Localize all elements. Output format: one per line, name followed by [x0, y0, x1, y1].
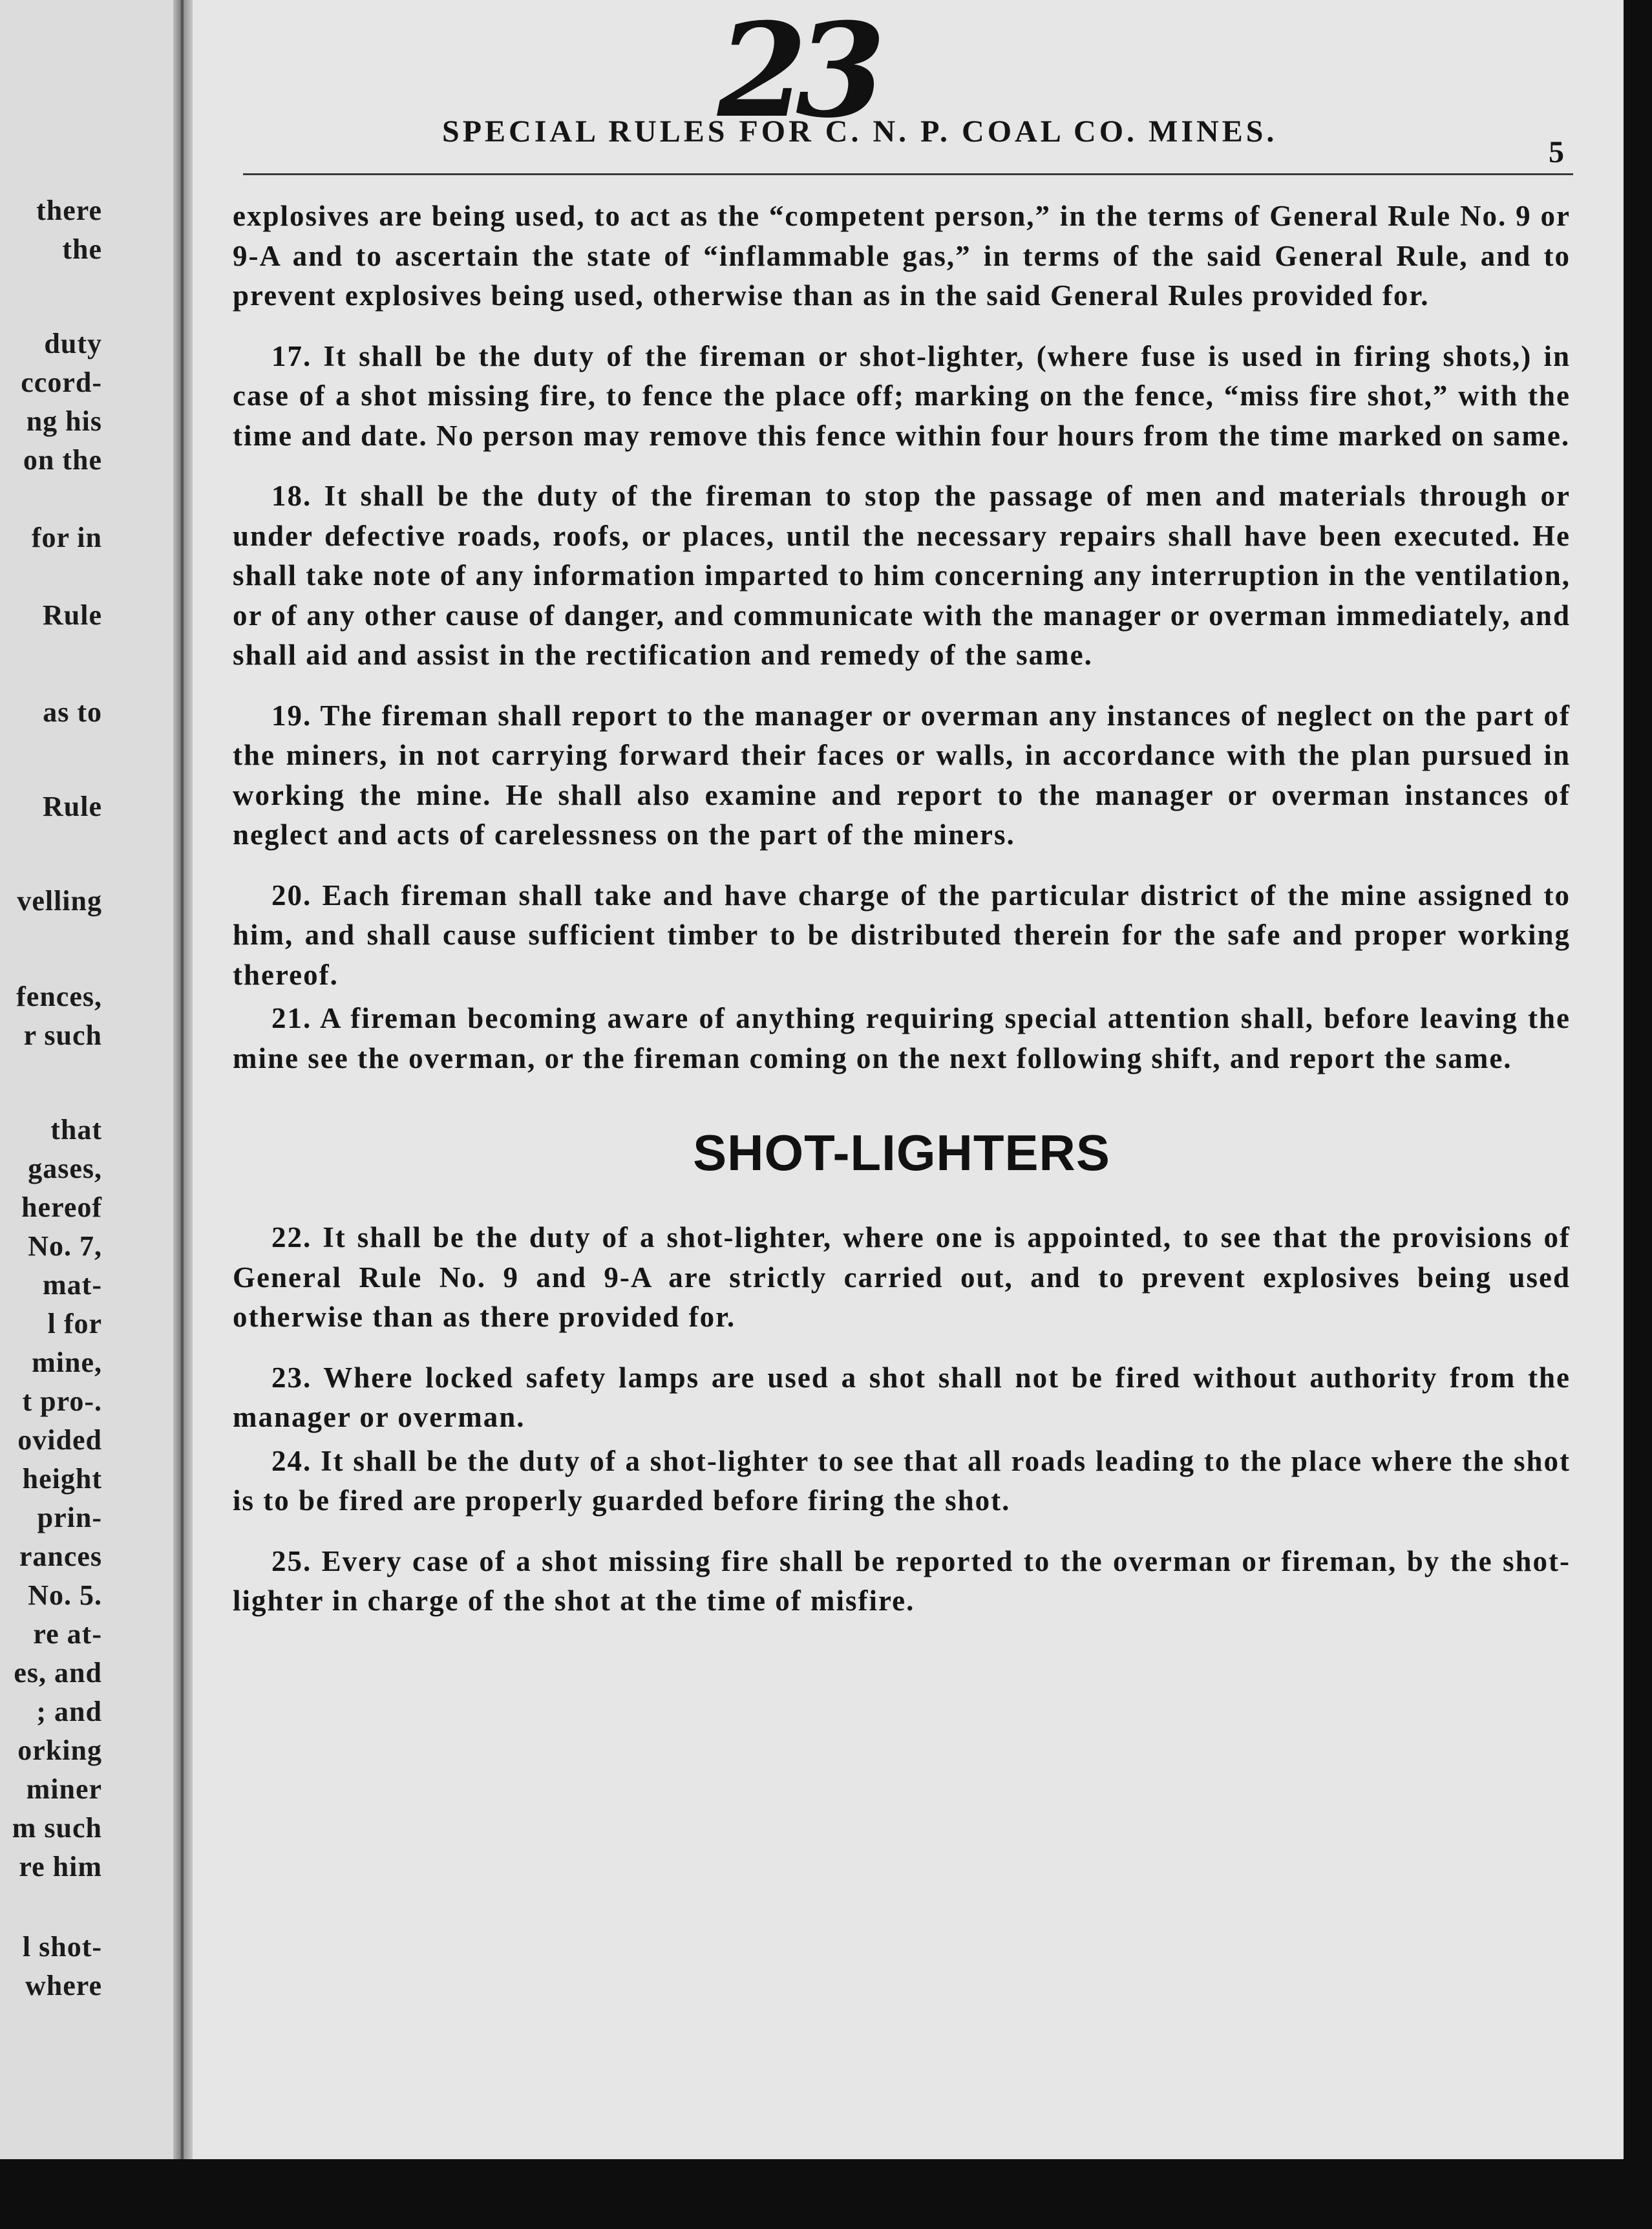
left-fragment: orking: [17, 1734, 102, 1766]
rule-23: 23. Where locked safety lamps are used a shot shall not be fired without authority from the manager or overman.: [233, 1361, 1571, 1433]
left-page: [0, 0, 173, 2229]
left-fragment: where: [25, 1970, 102, 2001]
left-fragment: es, and: [14, 1657, 102, 1689]
rule-17: 17. It shall be the duty of the fireman or shot-lighter, (where fuse is used in firing shots,) in case of a shot missing fire, to fence the place off; marking on the fence, “miss fire shot,” with the time and date. No person may remove this fence within four hours from the time marked on same.: [233, 339, 1571, 452]
left-fragment: mat-: [43, 1269, 102, 1301]
left-fragment: there: [36, 195, 102, 226]
left-fragment: as to: [43, 696, 102, 728]
left-fragment: mine,: [32, 1347, 102, 1378]
left-fragment: duty: [44, 328, 102, 359]
left-fragment: m such: [12, 1812, 102, 1844]
page-number: 5: [1549, 135, 1564, 169]
rule-19: 19. The fireman shall report to the manager or overman any instances of neglect on the part of the miners, in not carrying forward their faces or walls, in accordance with the plan pursued in working the mine. He shall also examine and report to the manager or overman instances of neglect and acts of carelessness on the part of the miners.: [233, 699, 1571, 851]
left-fragment: l shot-: [22, 1931, 102, 1963]
rule-22: 22. It shall be the duty of a shot-lighter, where one is appointed, to see that the provisions of General Rule No. 9 and 9-A are strictly carried out, and to prevent explosives being used otherwise than as there provided for.: [233, 1221, 1571, 1333]
gutter-shadow: [181, 0, 184, 2229]
left-fragment: hereof: [21, 1191, 102, 1223]
left-fragment: ; and: [36, 1696, 102, 1727]
left-fragment: ccord-: [21, 367, 102, 398]
rule-25: 25. Every case of a shot missing fire shall be reported to the overman or fireman, by the shot-lighter in charge of the shot at the time of misfire.: [233, 1544, 1571, 1617]
left-fragment: velling: [17, 885, 102, 917]
left-fragment: gases,: [28, 1153, 102, 1184]
left-fragment: on the: [23, 444, 102, 476]
left-fragment: prin-: [37, 1502, 102, 1533]
left-fragment: t pro-.: [22, 1385, 102, 1417]
running-header: SPECIAL RULES FOR C. N. P. COAL CO. MINES.: [442, 114, 1278, 149]
header-rule: [243, 173, 1573, 175]
left-fragment: No. 7,: [28, 1230, 102, 1262]
left-fragment: Rule: [43, 791, 102, 822]
left-fragment: ovided: [17, 1424, 102, 1456]
left-fragment: miner: [26, 1773, 102, 1805]
left-fragment: that: [50, 1114, 102, 1146]
left-fragment: Rule: [43, 599, 102, 631]
rule-21: 21. A fireman becoming aware of anything requiring special attention shall, before leaving the mine see the overman, or the fireman coming on the next following shift, and report the same.: [233, 1002, 1571, 1074]
left-fragment: r such: [23, 1019, 102, 1051]
left-fragment: No. 5.: [28, 1579, 102, 1611]
left-fragment: ng his: [26, 405, 102, 437]
scan-border-bottom: [0, 2159, 1652, 2229]
left-fragment: the: [62, 233, 102, 265]
paragraph-continued: explosives are being used, to act as the “competent person,” in the terms of General Rule No. 9 or 9-A and to ascertain the state of “inflammable gas,” in terms of the said General Rule, and to prevent explosives being used, otherwise than as in the said General Rules provided for.: [233, 200, 1571, 312]
page-body: [233, 197, 1571, 1621]
left-fragment: fences,: [16, 981, 102, 1012]
left-fragment: re him: [19, 1851, 102, 1882]
left-fragment: l for: [47, 1308, 102, 1339]
scan-border-right: [1624, 0, 1652, 2229]
left-fragment: height: [22, 1463, 102, 1495]
left-fragment: rances: [19, 1541, 102, 1572]
handwritten-page-number: 23: [717, 0, 874, 147]
left-fragment: for in: [31, 522, 102, 553]
left-fragment: re at-: [33, 1618, 102, 1650]
rule-20: 20. Each fireman shall take and have charge of the particular district of the mine assigned to him, and shall cause sufficient timber to be distributed therein for the safe and proper working thereof.: [233, 879, 1571, 991]
rule-24: 24. It shall be the duty of a shot-lighter to see that all roads leading to the place where the shot is to be fired are properly guarded before firing the shot.: [233, 1444, 1571, 1517]
rule-18: 18. It shall be the duty of the fireman to stop the passage of men and materials through or under defective roads, roofs, or places, until the necessary repairs shall have been executed. He shall take note of any information imparted to him concerning any interruption in the ventilation, or of any other cause of danger, and communicate with the manager or overman immediately, and shall aid and assist in the rectification and remedy of the same.: [233, 480, 1571, 671]
section-heading: SHOT-LIGHTERS: [693, 1124, 1110, 1181]
